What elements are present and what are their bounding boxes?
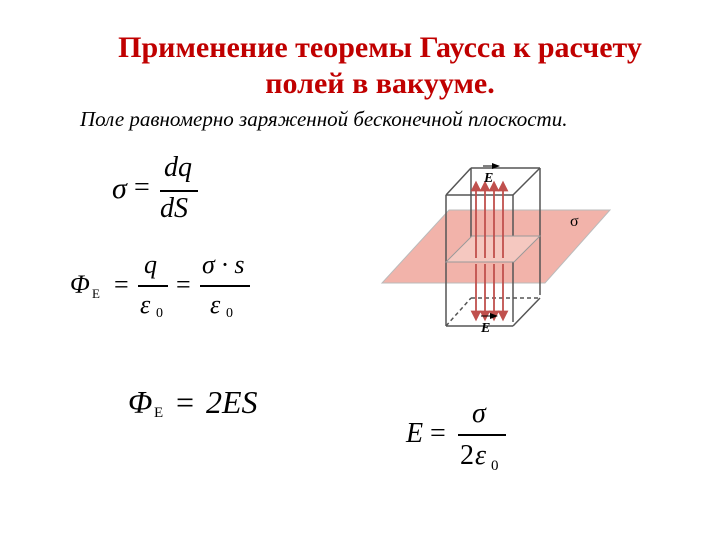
equals-sign: =	[176, 384, 195, 420]
title-line-2: полей в вакууме.	[265, 67, 495, 100]
box-edge	[513, 298, 540, 326]
bottom-vector-label: E	[481, 321, 491, 336]
numerator-sigma: σ	[472, 398, 486, 429]
phi-symbol: Φ	[70, 270, 90, 299]
title-line-1: Применение теоремы Гаусса к расчету	[118, 31, 642, 64]
plane-label-sigma: σ	[570, 213, 579, 230]
slide-subtitle: Поле равномерно заряженной бесконечной плоскости.	[80, 107, 568, 131]
equals-sign: =	[176, 270, 191, 299]
epsilon-subscript: 0	[491, 458, 499, 474]
epsilon-symbol: ε	[475, 440, 487, 471]
denominator-dS: dS	[160, 193, 188, 224]
expression-2ES: 2ES	[206, 384, 258, 420]
equals-sign: =	[114, 270, 129, 299]
epsilon-symbol: ε	[140, 290, 151, 319]
denominator-two: 2	[460, 440, 474, 471]
box-edge	[446, 168, 471, 195]
numerator-sigma-s: σ · s	[202, 250, 245, 279]
equals-sign: =	[430, 418, 446, 449]
epsilon-subscript: 0	[226, 306, 233, 321]
numerator-q: q	[144, 250, 157, 279]
phi-subscript: E	[92, 286, 100, 301]
phi-subscript: E	[154, 405, 164, 421]
numerator-dq: dq	[164, 152, 192, 183]
box-edge	[446, 298, 471, 326]
box-edge	[513, 168, 540, 195]
epsilon-symbol: ε	[210, 290, 221, 319]
E-symbol: E	[406, 418, 424, 449]
top-vector-label: E	[484, 171, 494, 186]
sigma-symbol: σ	[112, 172, 127, 205]
phi-symbol: Φ	[128, 384, 153, 420]
epsilon-subscript: 0	[156, 306, 163, 321]
equals-sign: =	[134, 172, 150, 203]
